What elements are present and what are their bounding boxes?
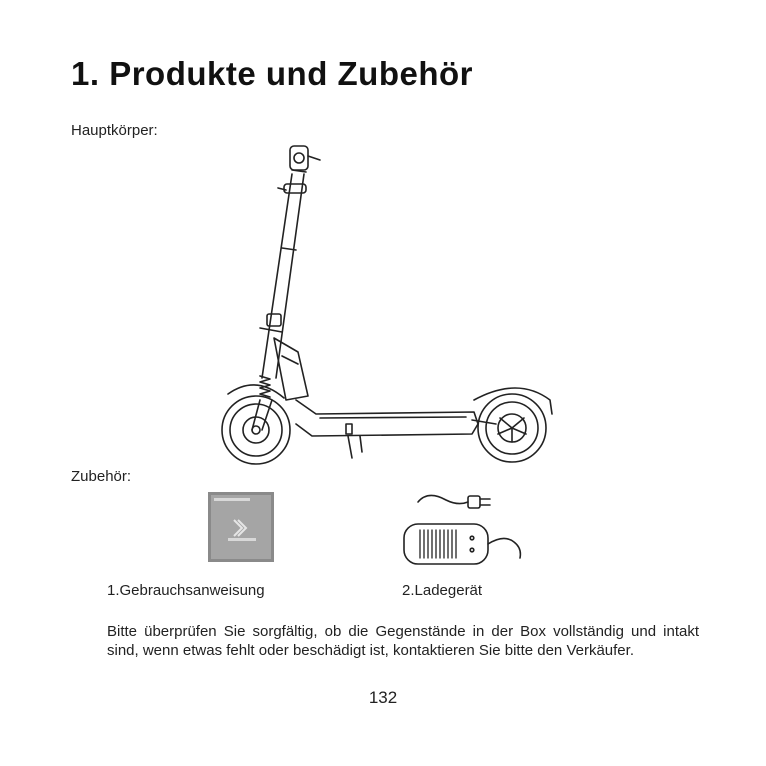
- main-body-label: Hauptkörper:: [71, 122, 158, 139]
- scooter-illustration: [212, 138, 556, 468]
- page-number: 132: [368, 688, 398, 707]
- charger-icon: [398, 484, 528, 584]
- notice-text: Bitte überprüfen Sie sorgfältig, ob die Gegenstände in der Box vollständig und intakt sind, wenn etwas fehlt oder beschädigt ist, kontaktieren Sie bitte den Verkäufer.: [107, 623, 699, 659]
- page-title: 1. Produkte und Zubehör: [71, 55, 474, 92]
- charger-caption: 2.Ladegerät: [402, 582, 483, 599]
- manual-caption: 1.Gebrauchsanweisung: [107, 582, 265, 599]
- accessories-label: Zubehör:: [71, 468, 132, 485]
- manual-icon: [208, 492, 274, 562]
